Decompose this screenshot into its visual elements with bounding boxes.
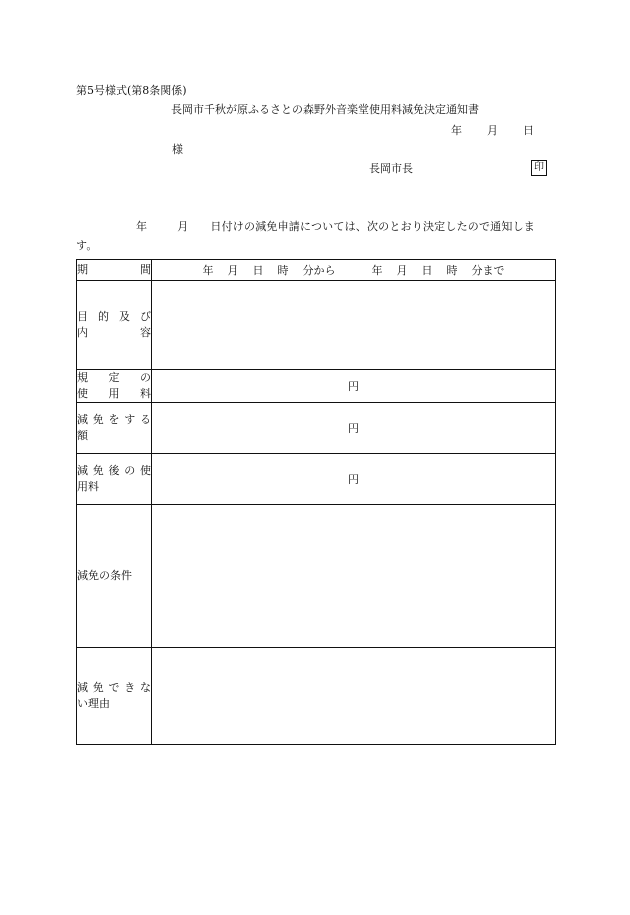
- fee-after-label: 減免後の使 用料: [77, 454, 152, 505]
- form-number: 第5号様式(第8条関係): [76, 84, 187, 97]
- row-purpose: [77, 281, 556, 370]
- row-regular-fee: [77, 370, 556, 403]
- period-value: 年 月 日 時 分から 年 月 日 時 分まで: [152, 260, 556, 281]
- seal-mark: 印: [531, 160, 547, 176]
- notice-body: [76, 217, 556, 255]
- issuer-name: 長岡市長: [369, 162, 413, 175]
- reduction-amount-label: 減免をする 額: [77, 403, 152, 454]
- date-year-unit: 年: [451, 124, 462, 137]
- regular-fee-value: [152, 370, 556, 403]
- regular-fee-label: 規定の 使用料: [77, 370, 152, 403]
- body-text: 日付けの減免申請については、次のとおり決定したので通知します。: [76, 220, 535, 252]
- date-day-unit: 日: [523, 124, 534, 137]
- issue-date: [451, 124, 534, 138]
- decision-table: [76, 259, 556, 745]
- period-label: 期 間: [77, 260, 152, 281]
- purpose-label: 目的及び 内 容: [77, 281, 152, 370]
- row-denial-reason: [77, 648, 556, 745]
- row-period: [77, 260, 556, 281]
- row-reduction-amount: [77, 403, 556, 454]
- denial-reason-value: [152, 648, 556, 745]
- addressee-suffix: 様: [172, 143, 183, 156]
- fee-after-value: [152, 454, 556, 505]
- denial-reason-label: 減免できな い理由: [77, 648, 152, 745]
- conditions-value: [152, 505, 556, 648]
- fee-after-unit: 円: [348, 473, 359, 486]
- row-conditions: [77, 505, 556, 648]
- purpose-value: [152, 281, 556, 370]
- regular-fee-unit: 円: [348, 380, 359, 393]
- reduction-amount-unit: 円: [348, 422, 359, 435]
- reduction-amount-value: [152, 403, 556, 454]
- body-year-unit: 年: [136, 220, 148, 233]
- document-title: 長岡市千秋が原ふるさとの森野外音楽堂使用料減免決定通知書: [171, 103, 479, 116]
- body-month-unit: 月: [177, 220, 189, 233]
- date-month-unit: 月: [487, 124, 498, 137]
- conditions-label: 減免の条件: [77, 505, 152, 648]
- row-fee-after-reduction: [77, 454, 556, 505]
